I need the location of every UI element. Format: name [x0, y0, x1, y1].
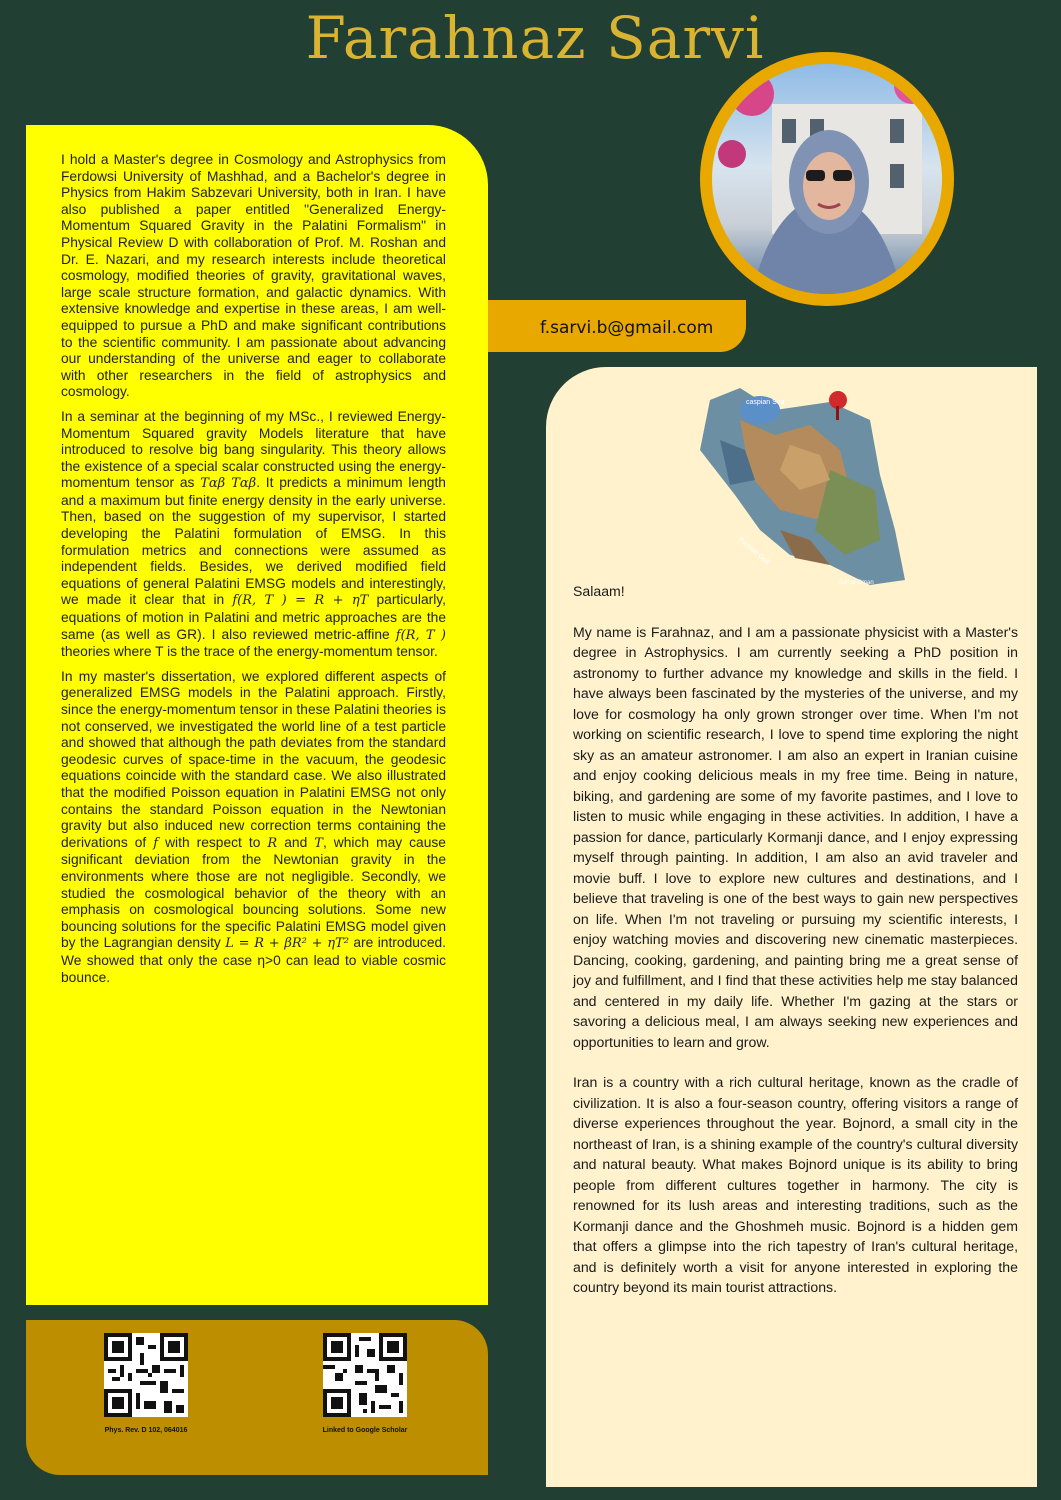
about-paragraph: My name is Farahnaz, and I am a passionate physicist with a Master's degree in Astrophysics. I am currently seeking a PhD position in astronomy to further advance my knowledge and skills in the field. I have always been fascinated by the mysteries of the universe, and my love for cosmology ha only grown stronger over time. When I'm not working on scientific research, I love to spend time exploring the night sky as an amateur astronomer. I am also an expert in Iranian cuisine and enjoy cooking delicious meals in my free time. Being in nature, biking, and gardening are some of my favorite pastimes, and I love to listen to music while engaging in these activities. In addition, I have a passion for dance, particularly Kormanji dance, and I enjoy expressing myself through painting. In addition, I am also an avid traveler and movie buff. I love to explore new cultures and destinations, and I believe that traveling is one of the best ways to gain new perspectives on life. When I'm not traveling or pursuing my scientific interests, I enjoy watching movies and discovering new cinematic masterpieces. Dancing, cooking, gardening, and painting bring me a great sense of joy and fulfillment, and I find that these activities help me stay balanced and centered in my daily life. Whether I'm gazing at the stars or savoring a delicious meal, I am always seeking new experiences and opportunities to learn and grow.: [573, 623, 1018, 1050]
seminar-paragraph: In a seminar at the beginning of my MSc., I reviewed Energy-Momentum Squared gravity Models literature that have introduced to resolve big bang singularity. This theory allows the existence of a special scalar constructed using the energy-momentum tensor as Tαβ Tαβ. It predicts a minimum length and a maximum but finite energy density in the early universe. Then, based on the suggestion of my supervisor, I started developing the Palatini formulation of EMSG. In this formulation metrics and connections were assumed as independent fields. Besides, we derived modified field equations of general Palatini EMSG models and interestingly, we made it clear that in f(R, T ) = R + ηT particularly, equations of motion in Palatini and metric approaches are the same (as well as GR). I also reviewed metric-affine f(R, T ) theories where T is the trace of the energy-momentum tensor.: [61, 408, 446, 660]
page-title: Farahnaz Sarvi: [305, 4, 765, 72]
iran-map: [680, 380, 912, 590]
email-link[interactable]: f.sarvi.b@gmail.com: [540, 318, 714, 338]
iran-paragraph: Iran is a country with a rich cultural heritage, known as the cradle of civilization. It is also a four-season country, offering visitors a range of diverse experiences throughout the year. Bojnord, a small city in the northeast of Iran, is a shining example of the country's cultural diversity and natural beauty. What makes Bojnord unique is its ability to bring people from different cultures together in harmony. The city is renowned for its lush areas and interesting traditions, such as the Kormanji dance and the Ghoshmeh music. Bojnord is a hidden gem that offers a glimpse into the rich tapestry of Iran's cultural heritage, and is definitely worth a visit for anyone interested in exploring the country beyond its main tourist attractions.: [573, 1074, 1018, 1295]
gulf-oman-label: Gulf of Oman: [838, 580, 874, 586]
qr-code-scholar[interactable]: [323, 1333, 407, 1417]
research-text: [61, 152, 446, 994]
profile-photo: [712, 64, 942, 294]
dissertation-paragraph: In my master's dissertation, we explored different aspects of generalized EMSG models in the Palatini approach. Firstly, since the energy-momentum tensor in these Palatini theories is not conserved, we investigated the world line of a test particle and showed that although the path deviates from the standard geodesic curves of space-time in the vacuum, the geodesic equations coincide with the standard case. We also illustrated that the modified Poisson equation in Palatini EMSG not only contains the standard Poisson equation in the Newtonian gravity but also induced new correction terms containing the derivations of f with respect to R and T, which may cause significant deviation from the Newtonian gravity in the environments where those are not negligible. Secondly, we studied the cosmological behavior of the theory with an emphasis on cosmological bouncing solutions. Some new bouncing solutions for the specific Palatini EMSG model given by the Lagrangian density L = R + βR² + ηT² are introduced. We showed that only the case η>0 can lead to viable cosmic bounce.: [61, 668, 446, 985]
qr-caption-scholar: Linked to Google Scholar: [322, 1427, 408, 1434]
caspian-label: caspian Sea: [746, 399, 785, 406]
qr-caption-paper: Phys. Rev. D 102, 064016: [104, 1427, 188, 1434]
qr-code-paper[interactable]: [104, 1333, 188, 1417]
greeting: Salaam!: [573, 583, 625, 599]
persian-gulf-label: Persian Gulf: [736, 536, 771, 567]
about-text: [573, 581, 1018, 1298]
qr-panel: [26, 1320, 488, 1475]
education-paragraph: I hold a Master's degree in Cosmology and Astrophysics from Ferdowsi University of Mashhad, and a Bachelor's degree in Physics from Hakim Sabzevari University, both in Iran. I have also published a paper entitled "Generalized Energy-Momentum Squared Gravity in the Palatini Formalism" in Physical Review D with collaboration of Prof. M. Roshan and Dr. E. Nazari, and my research interests include theoretical cosmology, modified theories of gravity, gravitational waves, large scale structure formation, and galactic dynamics. With extensive knowledge and expertise in these areas, I am well-equipped to pursue a PhD and make significant contributions to the scientific community. I am passionate about advancing our understanding of the universe and eager to collaborate with other researchers in the field of astrophysics and cosmology.: [61, 152, 446, 400]
